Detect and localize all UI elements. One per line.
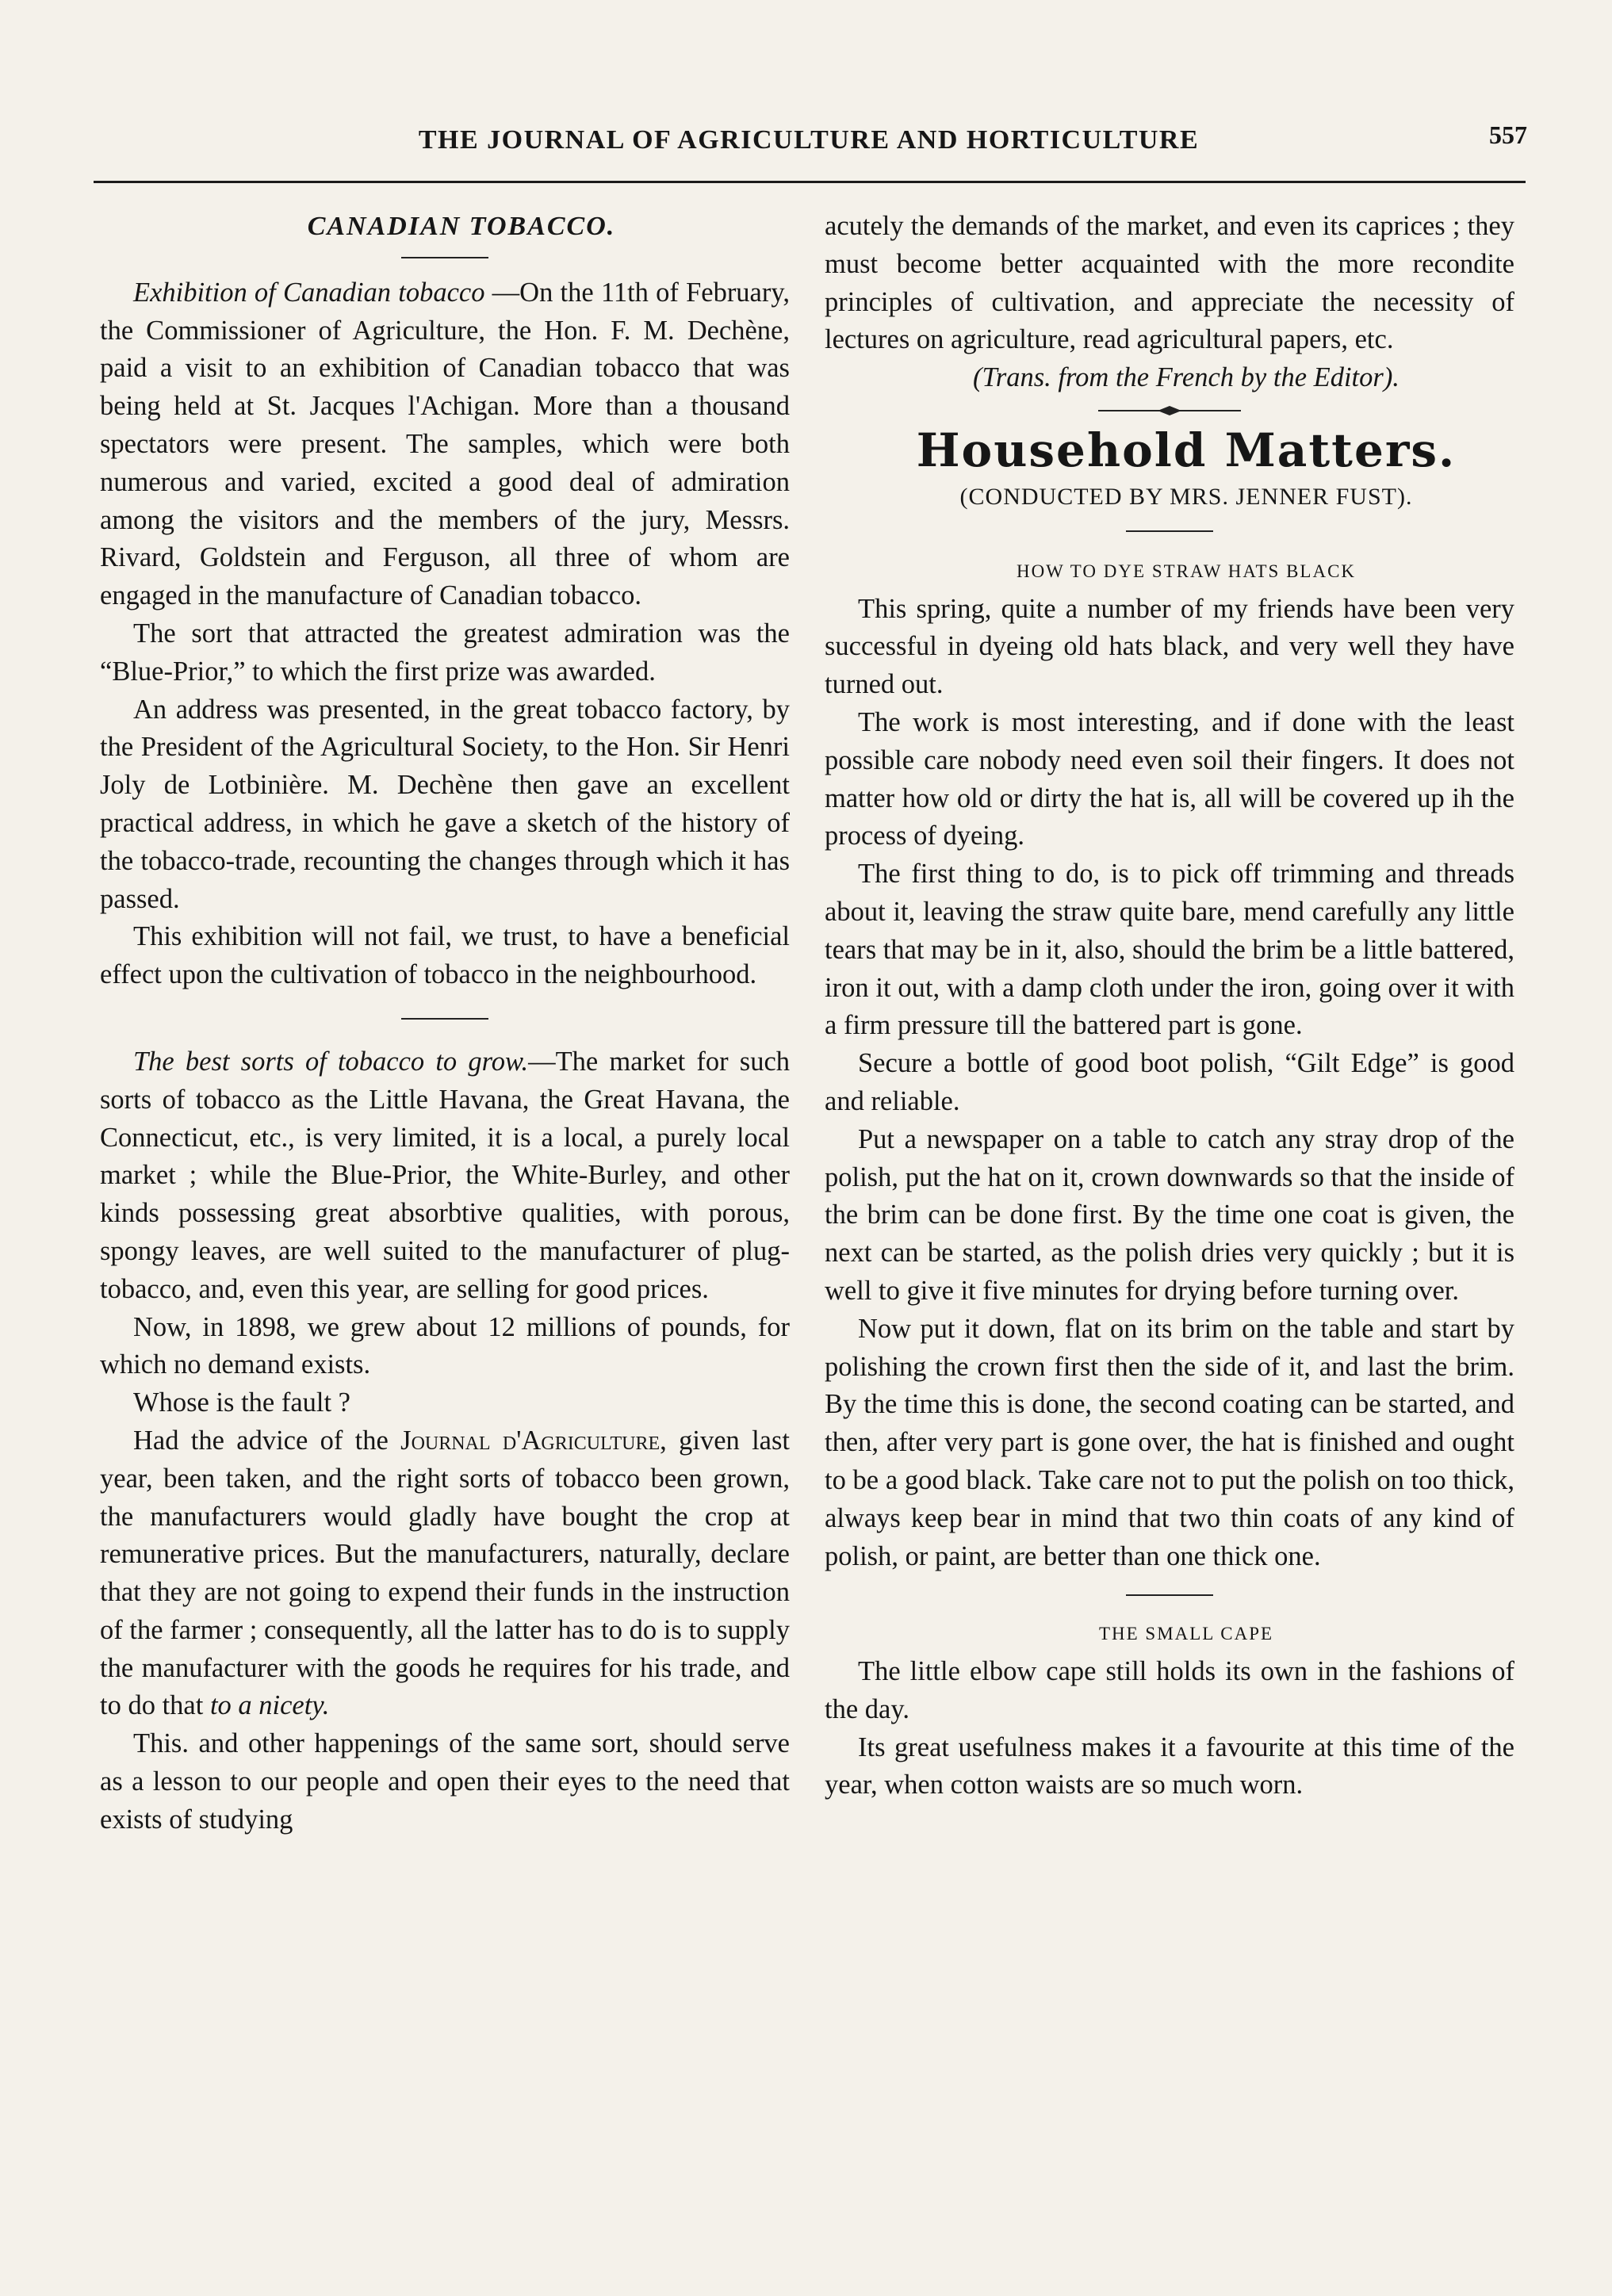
paragraph-blue-prior: The sort that attracted the greatest admiration was the “Blue-Prior,” to which the first prize was awarded.	[100, 618, 790, 687]
running-head	[95, 121, 1527, 173]
paragraph-elbow-cape: The little elbow cape still holds its own in the fashions of the day.	[825, 1656, 1514, 1724]
article-divider	[401, 1018, 488, 1020]
paragraph-usefulness: Its great usefulness makes it a favourite at this time of the year, when cotton waists are so much worn.	[825, 1732, 1514, 1800]
best-sorts-text: —The market for such sorts of tobacco as the Little Havana, the Great Havana, the Connecticut, etc., is very limited, it is a local, a purely local market ; while the Blue-Prior, the White-Burley, and other kinds possessing great absorbtive qualities, with porous, spongy leaves, are well suited to the manufacturer of plug-tobacco, and, even this year, are selling for good prices.	[100, 1046, 791, 1304]
section-title-canadian-tobacco: CANADIAN TOBACCO.	[307, 212, 616, 241]
translation-note: (Trans. from the French by the Editor).	[973, 362, 1399, 393]
paragraph-first-thing: The first thing to do, is to pick off trimming and threads about it, leaving the straw quite bare, mend carefully any little tears that may be in it, also, should the brim be a little battered, iron it out, with a damp cloth under the iron, going over it with a firm pressure till the battered part is gone.	[825, 859, 1514, 1041]
paragraph-best-sorts	[100, 1043, 790, 1309]
paragraph-exhibition	[100, 274, 790, 615]
paragraph-whose-fault: Whose is the fault ?	[133, 1387, 350, 1418]
paragraph-lesson: This. and other happenings of the same sort, should serve as a lesson to our people and open their eyes to the need that exists of studying	[100, 1728, 790, 1835]
cape-divider	[1126, 1594, 1213, 1596]
right-column	[825, 208, 1514, 1804]
paragraph-1898: Now, in 1898, we grew about 12 millions of pounds, for which no demand exists.	[100, 1311, 790, 1380]
advice-end: to a nicety.	[209, 1690, 330, 1721]
paragraph-continuation: acutely the demands of the market, and even its caprices ; they must become better acquainted with the more recondite principles of cultivation, and appreciate the necessity of lectures on agriculture, read agricultural papers, etc.	[825, 211, 1514, 355]
paragraph-spring: This spring, quite a number of my friends have been very successful in dyeing old hats black, and very well they have turned out.	[825, 593, 1514, 700]
conducted-by-line: (CONDUCTED BY MRS. JENNER FUST).	[959, 483, 1413, 510]
paragraph-polishing: Now put it down, flat on its brim on the table and start by polishing the crown first then the side of it, and last the brim. By the time this is done, the second coating can be started, and then, after very part is gone over, the hat is finished and ought to be a good black. Take care not to put the polish on too thick, always keep bear in mind that two thin coats of any kind of polish, or paint, are better than one thick one.	[825, 1313, 1514, 1571]
best-sorts-lead: The best sorts of tobacco to grow.	[133, 1046, 529, 1077]
paragraph-address: An address was presented, in the great tobacco factory, by the President of the Agricultural Society, to the Hon. Sir Henri Joly de Lotbinière. M. Dechène then gave an excellent practical address, in which he gave a sketch of the history of the tobacco-trade, recounting the changes through which it has passed.	[100, 694, 790, 914]
exhibition-text: —On the 11th of February, the Commissioner of Agriculture, the Hon. F. M. Dechène, paid a visit to an exhibition of Canadian tobacco that was being held at St. Jacques l'Achigan. More than a thousand spectators were present. The samples, which were both numerous and varied, excited a good deal of admiration among the visitors and the members of the jury, Messrs. Rivard, Goldstein and Ferguson, all three of whom are engaged in the manufacture of Canadian tobacco.	[100, 277, 790, 611]
advice-mid: , given last year, been taken, and the right sorts of tobacco been grown, the manufacturers would gladly have bought the crop at remunerative prices. But the manufacturers, naturally, declare that they are not going to expend their funds in the instruction of the farmer ; consequently, all the latter has to do is to supply the manufacturer with the goods he requires for his trade, and to do that	[100, 1425, 790, 1721]
section-divider	[401, 257, 488, 258]
subhead-small-cape: THE SMALL CAPE	[1098, 1624, 1274, 1644]
page-number: 557	[1489, 121, 1527, 149]
exhibition-lead: Exhibition of Canadian tobacco	[133, 277, 485, 308]
journal-title: THE JOURNAL OF AGRICULTURE AND HORTICULTURE	[418, 125, 1200, 155]
household-matters-title: Household Matters.	[916, 423, 1457, 477]
paragraph-advice	[100, 1422, 790, 1725]
advice-start: Had the advice of the	[133, 1425, 401, 1456]
paragraph-exhibition-effect: This exhibition will not fail, we trust, to have a beneficial effect upon the cultivation of tobacco in the neighbourhood.	[100, 921, 790, 990]
paragraph-work-interesting: The work is most interesting, and if done with the least possible care nobody need even soil their fingers. It does not matter how old or dirty the hat is, all will be covered up ih the process of dyeing.	[825, 706, 1514, 851]
ornament-rule-icon	[1098, 405, 1241, 416]
paragraph-boot-polish: Secure a bottle of good boot polish, “Gilt Edge” is good and reliable.	[825, 1048, 1514, 1116]
left-column	[100, 208, 790, 1839]
paragraph-newspaper: Put a newspaper on a table to catch any stray drop of the polish, put the hat on it, crown downwards so that the inside of the brim can be done first. By the time one coat is given, the next can be started, as the polish dries very quickly ; but it is well to give it five minutes for drying before turning over.	[825, 1123, 1514, 1306]
header-rule	[94, 181, 1526, 183]
journal-name: Journal d'Agriculture	[400, 1425, 660, 1456]
household-divider	[1126, 530, 1213, 532]
subhead-dye-straw-hats: HOW TO DYE STRAW HATS BLACK	[1016, 561, 1357, 581]
